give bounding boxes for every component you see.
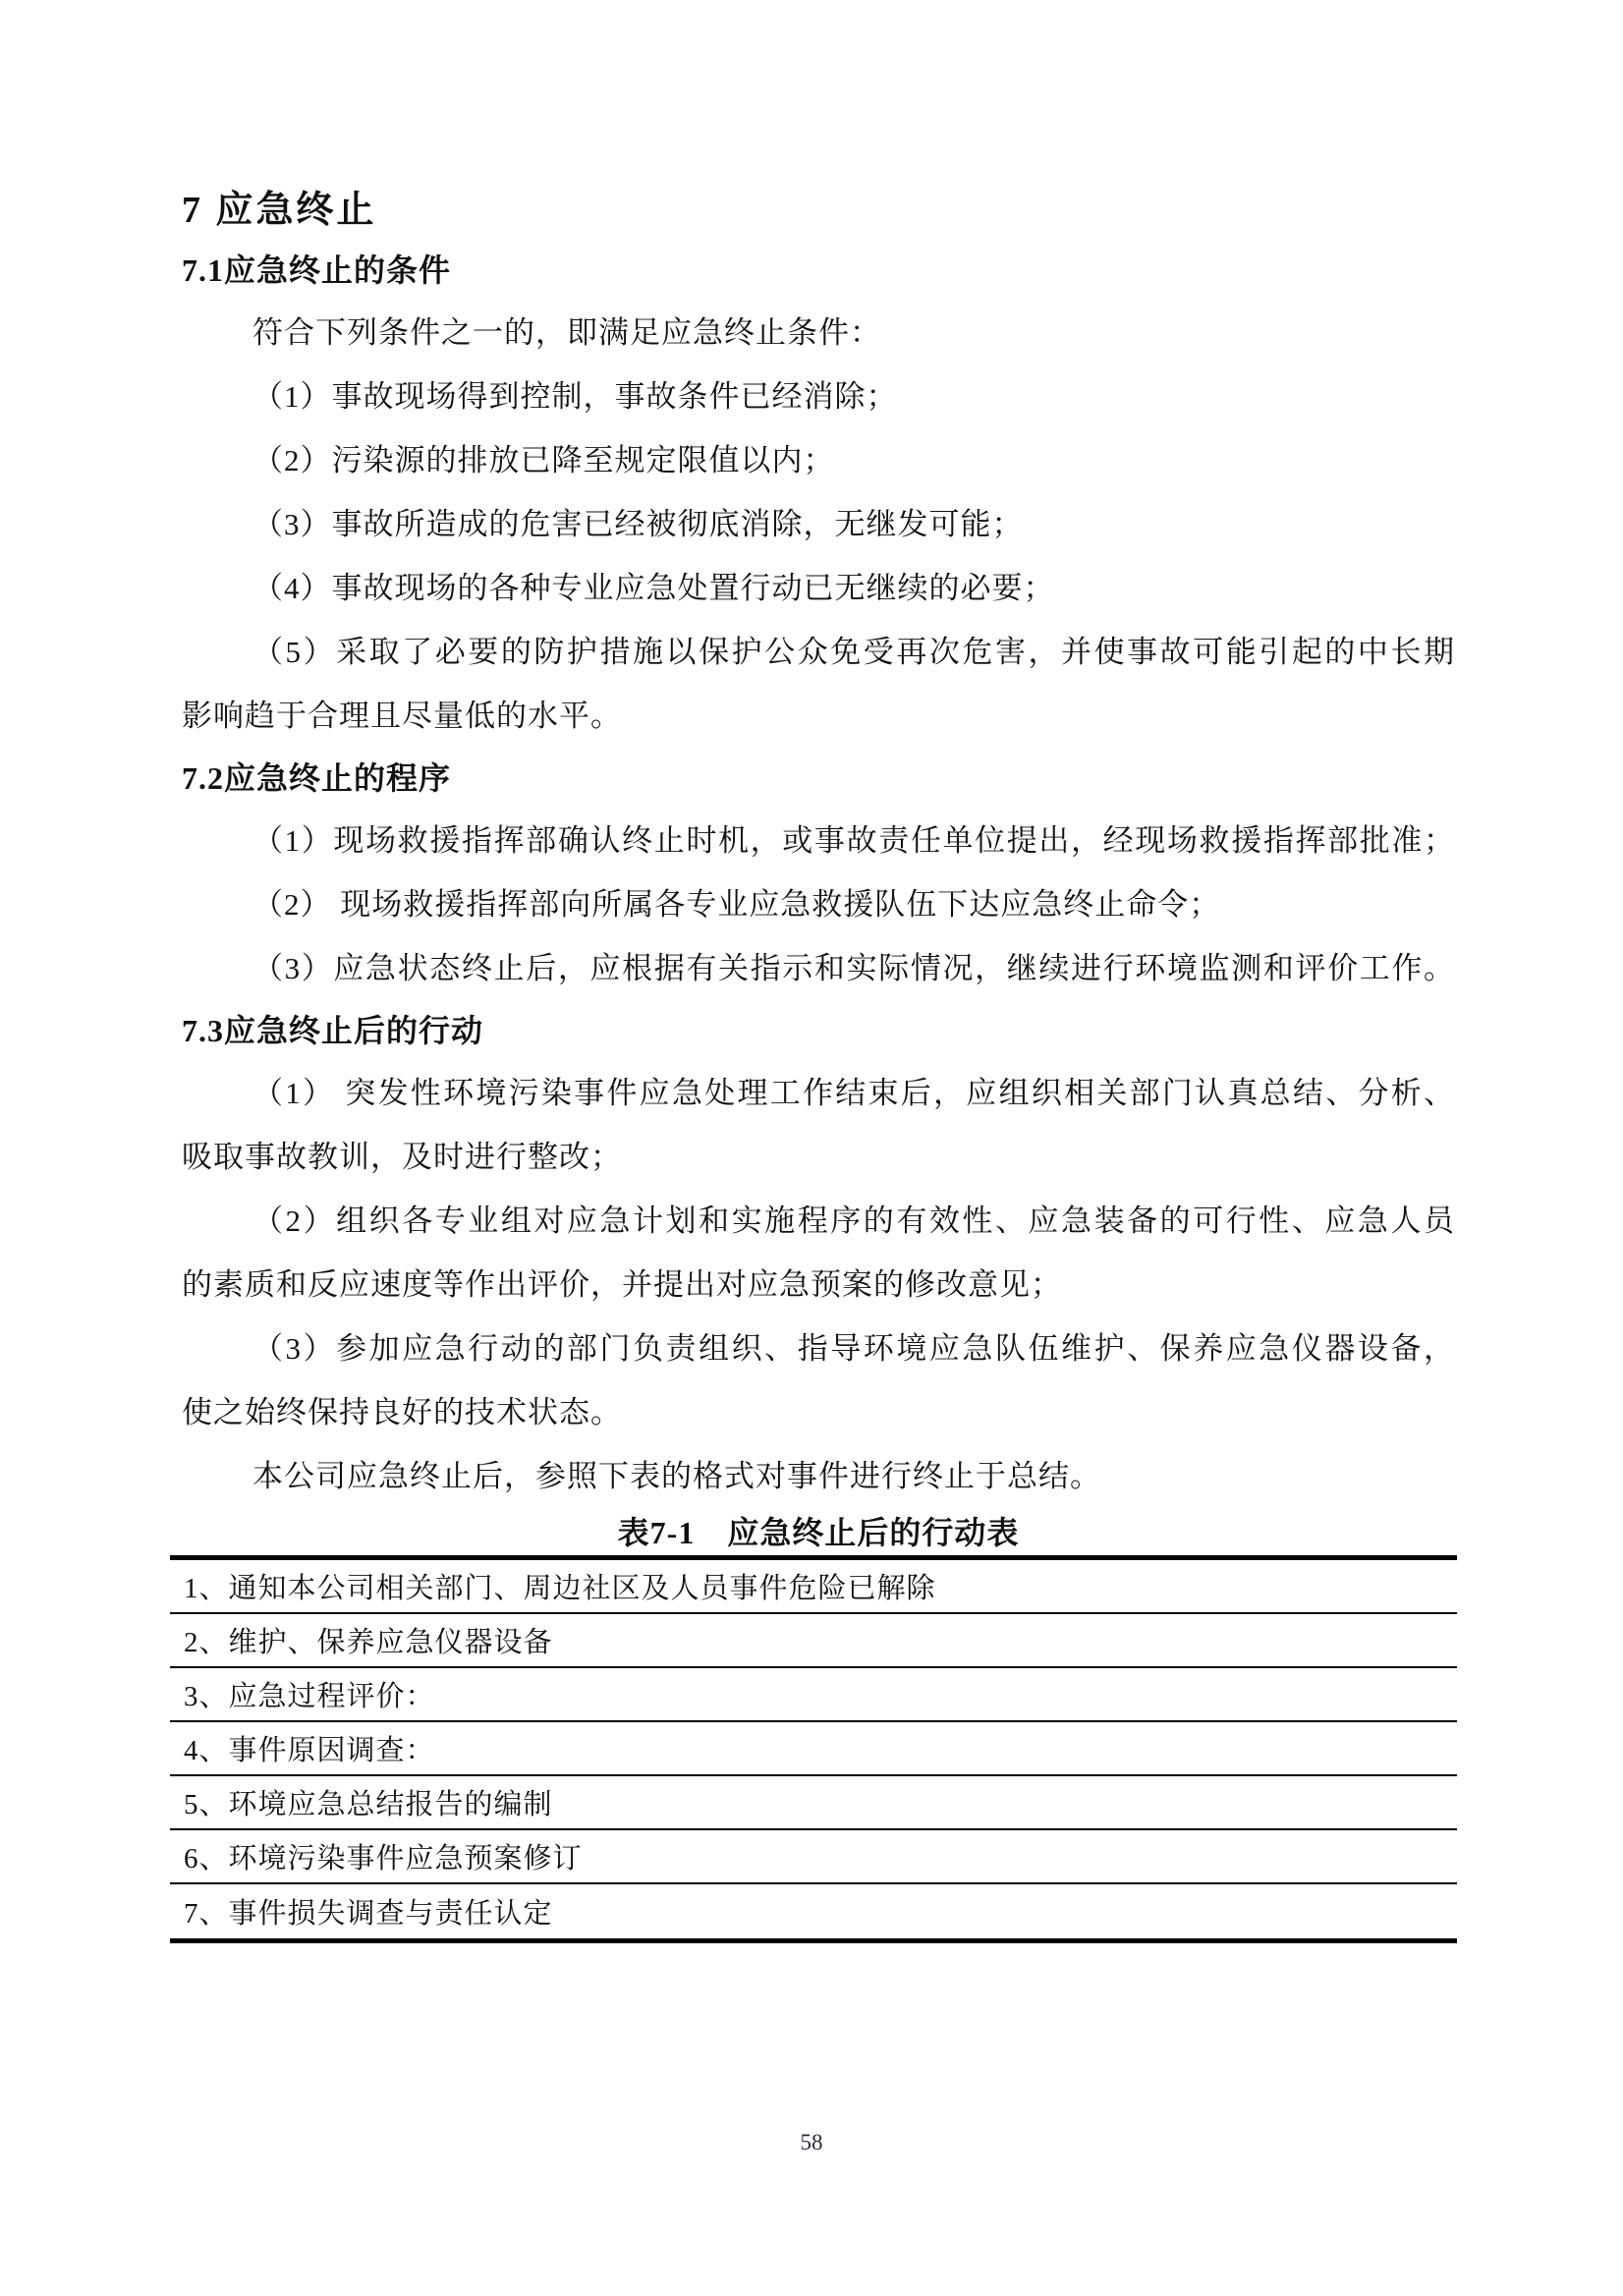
section-7-2-heading: 7.2应急终止的程序 xyxy=(182,760,452,796)
table-row xyxy=(170,1884,1457,1938)
table-row xyxy=(170,1560,1457,1614)
table-cell-text: 1、通知本公司相关部门、周边社区及人员事件危险已解除 xyxy=(184,1573,936,1604)
list-item: （2）组织各专业组对应急计划和实施程序的有效性、应急装备的可行性、应急人员 xyxy=(252,1204,1455,1238)
list-item: （2） 现场救援指挥部向所属各专业应急救援队伍下达应急终止命令； xyxy=(252,887,1221,922)
document-content xyxy=(182,187,1455,1943)
paragraph: 使之始终保持良好的技术状态。 xyxy=(182,1395,622,1429)
table-cell-text: 4、事件原因调查： xyxy=(184,1735,435,1766)
table-caption: 表7-1 应急终止后的行动表 xyxy=(617,1515,1020,1550)
page-number: 58 xyxy=(800,2130,823,2155)
list-item: （3）应急状态终止后，应根据有关指示和实际情况，继续进行环境监测和评价工作。 xyxy=(252,951,1455,985)
table-row xyxy=(170,1722,1457,1776)
list-item: （4）事故现场的各种专业应急处置行动已无继续的必要； xyxy=(252,571,1055,605)
paragraph: 影响趋于合理且尽量低的水平。 xyxy=(182,699,622,733)
paragraph: 符合下列条件之一的，即满足应急终止条件： xyxy=(252,315,881,350)
section-7-heading: 7 应急终止 xyxy=(182,190,377,231)
paragraph: 的素质和反应速度等作出评价，并提出对应急预案的修改意见； xyxy=(182,1267,1062,1302)
action-table xyxy=(170,1555,1457,1943)
list-item: （1） 突发性环境污染事件应急处理工作结束后，应组织相关部门认真总结、分析、 xyxy=(252,1076,1455,1110)
list-item: （2）污染源的排放已降至规定限值以内； xyxy=(252,443,835,477)
table-cell-text: 7、事件损失调查与责任认定 xyxy=(184,1898,553,1930)
paragraph: 吸取事故教训，及时进行整改； xyxy=(182,1140,622,1174)
section-7-1-heading: 7.1应急终止的条件 xyxy=(182,252,452,288)
paragraph-list xyxy=(182,187,1455,1508)
list-item: （1）事故现场得到控制，事故条件已经消除； xyxy=(252,379,898,414)
table-row xyxy=(170,1776,1457,1830)
section-7-3-heading: 7.3应急终止后的行动 xyxy=(182,1013,484,1048)
list-item: （5）采取了必要的防护措施以保护公众免受再次危害，并使事故可能引起的中长期 xyxy=(252,635,1455,669)
paragraph: 本公司应急终止后，参照下表的格式对事件进行终止于总结。 xyxy=(252,1459,1101,1493)
table-row xyxy=(170,1614,1457,1668)
table-cell-text: 2、维护、保养应急仪器设备 xyxy=(184,1627,553,1658)
table-row xyxy=(170,1830,1457,1884)
table-cell-text: 6、环境污染事件应急预案修订 xyxy=(184,1843,583,1875)
list-item: （3）参加应急行动的部门负责组织、指导环境应急队伍维护、保养应急仪器设备， xyxy=(252,1331,1455,1366)
list-item: （3）事故所造成的危害已经被彻底消除，无继发可能； xyxy=(252,507,1024,541)
list-item: （1）现场救援指挥部确认终止时机，或事故责任单位提出，经现场救援指挥部批准； xyxy=(252,823,1455,858)
table-cell-text: 3、应急过程评价： xyxy=(184,1681,435,1712)
table-row xyxy=(170,1668,1457,1722)
table-cell-text: 5、环境应急总结报告的编制 xyxy=(184,1789,553,1820)
